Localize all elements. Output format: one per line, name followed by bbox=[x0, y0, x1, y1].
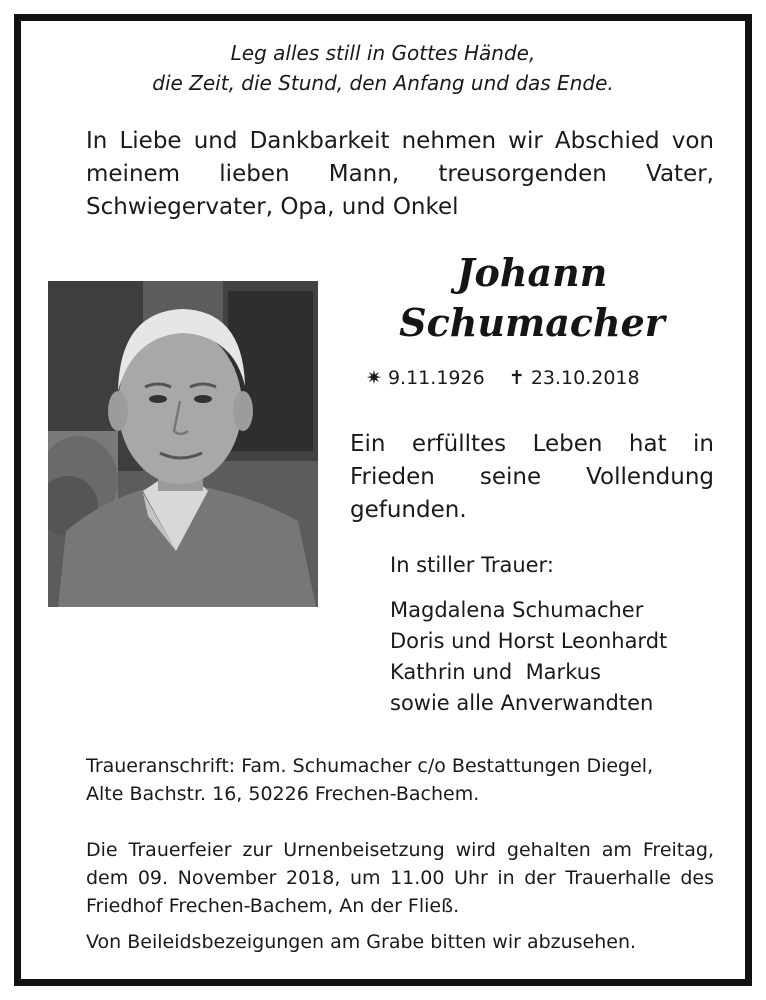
intro-text: In Liebe und Dankbarkeit nehmen wir Abschied von meinem lieben Mann, treusorgenden Vater, Schwiegervater, Opa, und Onkel bbox=[86, 128, 714, 220]
last-name: Schumacher bbox=[399, 300, 665, 345]
birth-star-icon: ✷ bbox=[366, 367, 382, 389]
mourner-item: sowie alle Anverwandten bbox=[390, 691, 654, 715]
condolence-note: Von Beileidsbezeigungen am Grabe bitten wir abzusehen. bbox=[86, 931, 637, 953]
mourners-list bbox=[390, 595, 720, 719]
life-dates bbox=[366, 364, 696, 392]
ceremony-info: Die Trauerfeier zur Urnenbeisetzung wird gehalten am Freitag, dem 09. November 2018, um 11.00 Uhr in der Trauerhalle des Friedhof Frechen-Bachem, An der Fließ. bbox=[86, 839, 714, 917]
life-quote: Ein erfülltes Leben hat in Frieden seine Vollendung gefunden. bbox=[350, 431, 714, 523]
motto-verse bbox=[0, 38, 766, 98]
motto-line-1: Leg alles still in Gottes Hände, bbox=[230, 41, 536, 65]
death-date: 23.10.2018 bbox=[530, 367, 640, 389]
address-line-1: Traueranschrift: Fam. Schumacher c/o Bestattungen Diegel, bbox=[86, 755, 654, 777]
mourner-item: Doris und Horst Leonhardt bbox=[390, 629, 668, 653]
mourning-heading: In stiller Trauer: bbox=[390, 553, 554, 577]
death-cross-icon: ✝ bbox=[508, 367, 525, 389]
first-name: Johann bbox=[456, 250, 608, 295]
mourner-item: Kathrin und Markus bbox=[390, 660, 601, 684]
address-line-2: Alte Bachstr. 16, 50226 Frechen-Bachem. bbox=[86, 783, 480, 805]
mourner-item: Magdalena Schumacher bbox=[390, 598, 644, 622]
mourning-address bbox=[86, 752, 714, 808]
portrait-photo bbox=[48, 281, 318, 607]
motto-line-2: die Zeit, die Stund, den Anfang und das Ende. bbox=[152, 71, 614, 95]
deceased-name bbox=[352, 248, 712, 348]
birth-date: 9.11.1926 bbox=[387, 367, 485, 389]
